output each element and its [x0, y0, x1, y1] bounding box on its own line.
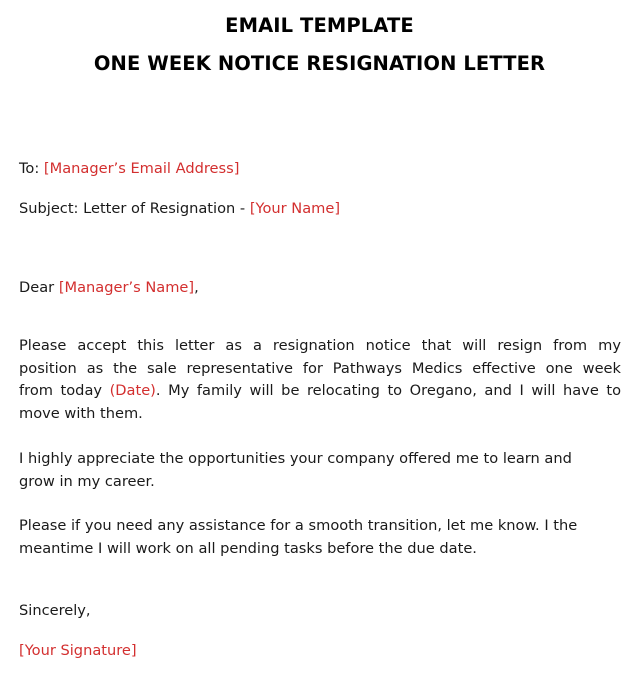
- subject-placeholder: [Your Name]: [249, 200, 341, 217]
- paragraph-1-line-3: [19, 380, 621, 403]
- paragraph-3: [19, 515, 621, 560]
- paragraph-2-line-2: grow in my career.: [19, 472, 155, 490]
- paragraph-2-line-1: I highly appreciate the opportunities your company offered me to learn and: [19, 450, 572, 467]
- to-line: [19, 158, 239, 180]
- paragraph-1-line-3-post: . My family will be relocating to Oregano, and I will have to: [155, 382, 622, 399]
- template-title: EMAIL TEMPLATE: [225, 14, 414, 37]
- letter-title: ONE WEEK NOTICE RESIGNATION LETTER: [93, 52, 546, 75]
- paragraph-1: [19, 335, 621, 425]
- closing-line: Sincerely,: [19, 602, 91, 619]
- subject-line: [19, 198, 340, 220]
- paragraph-2: [19, 448, 621, 493]
- greeting-line: [19, 277, 199, 299]
- greeting-prefix: Dear: [19, 279, 59, 296]
- signature-placeholder: [Your Signature]: [19, 642, 137, 659]
- manager-name-placeholder: [Manager’s Name]: [58, 279, 195, 296]
- greeting-suffix: ,: [194, 279, 199, 296]
- paragraph-1-line-2: position as the sale representative for Pathways Medics effective one week: [19, 359, 621, 377]
- to-placeholder: [Manager’s Email Address]: [43, 160, 240, 177]
- subject-label: Subject: Letter of Resignation -: [19, 200, 250, 217]
- paragraph-1-line-3-pre: from today: [19, 382, 110, 399]
- to-label: To:: [19, 160, 44, 177]
- paragraph-1-line-1: Please accept this letter as a resignation notice that will resign from my: [19, 337, 621, 354]
- date-placeholder: (Date): [109, 382, 156, 399]
- paragraph-3-line-1: Please if you need any assistance for a smooth transition, let me know. I the: [19, 517, 578, 534]
- paragraph-3-line-2: meantime I will work on all pending tasks before the due date.: [19, 539, 477, 557]
- paragraph-1-line-4: move with them.: [19, 404, 143, 422]
